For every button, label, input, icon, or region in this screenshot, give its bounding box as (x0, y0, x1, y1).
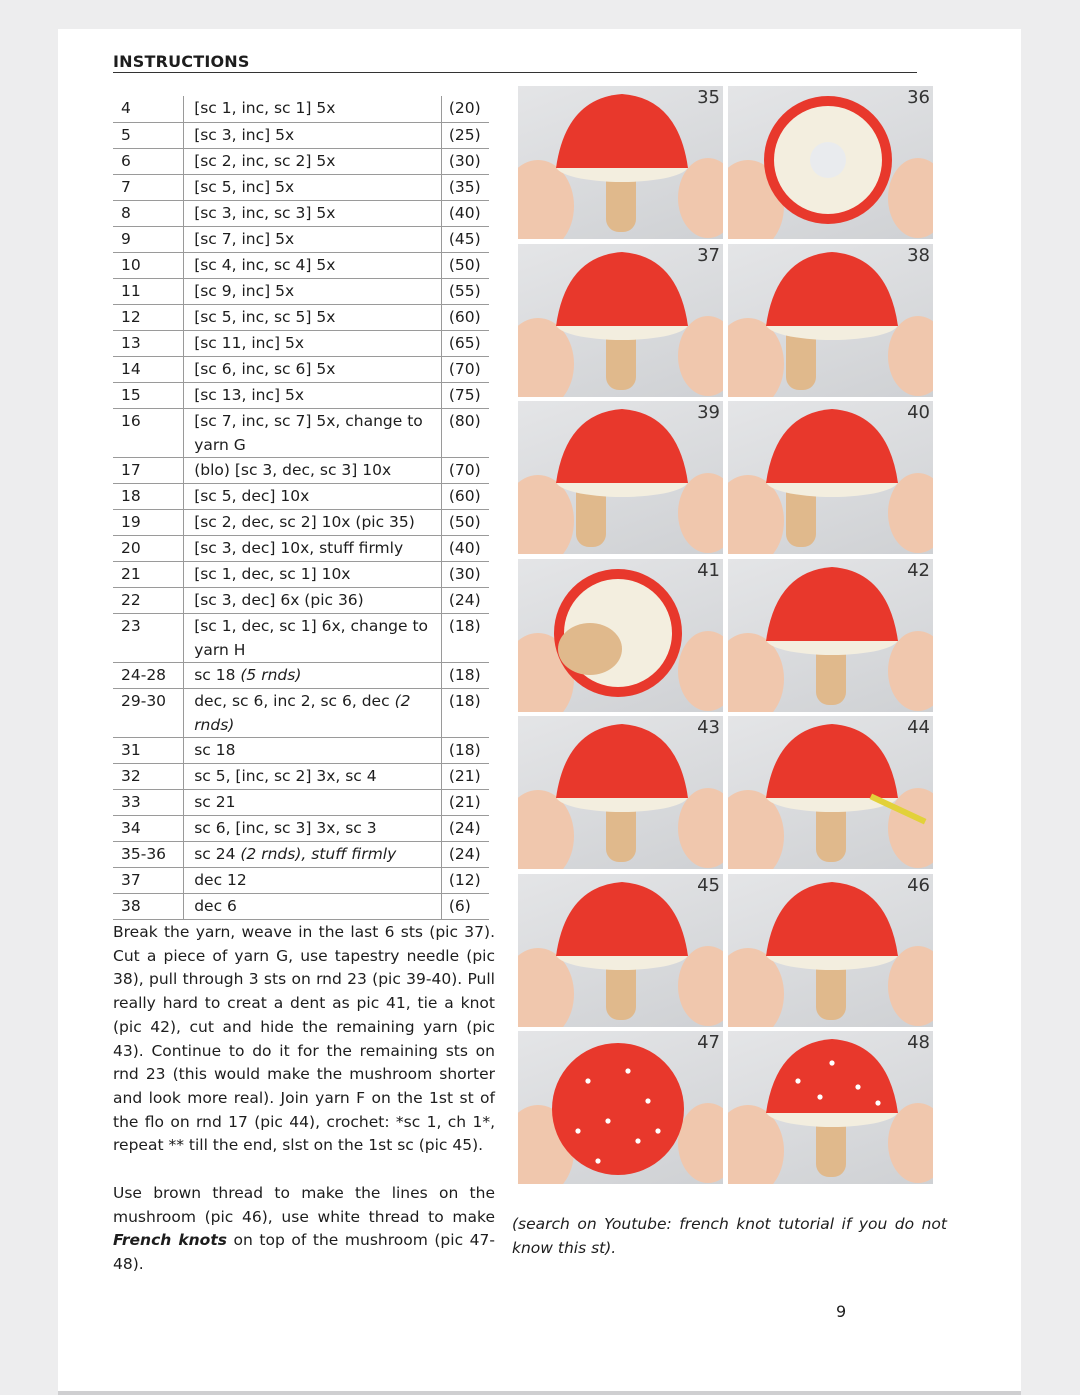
stitch-count: (24) (441, 587, 489, 613)
mushroom-illustration (518, 874, 723, 1027)
table-row (113, 330, 489, 356)
round-instruction (184, 535, 442, 561)
photo-number: 47 (697, 1032, 720, 1053)
instruction-note: (5 rnds) (240, 665, 302, 684)
table-row (113, 96, 489, 122)
round-number: 13 (113, 330, 184, 356)
stitch-count: (50) (441, 252, 489, 278)
mushroom-illustration (518, 1031, 723, 1184)
table-row (113, 789, 489, 815)
stitch-count: (75) (441, 382, 489, 408)
table-row (113, 278, 489, 304)
round-number: 38 (113, 893, 184, 919)
instruction-text: [sc 3, inc] 5x (194, 125, 295, 144)
step-photo-35 (518, 86, 723, 239)
photo-number: 48 (907, 1032, 930, 1053)
stitch-count: (21) (441, 763, 489, 789)
round-number: 34 (113, 815, 184, 841)
step-photo-43 (518, 716, 723, 869)
round-number: 29-30 (113, 688, 184, 737)
instruction-text: [sc 9, inc] 5x (194, 281, 295, 300)
round-number: 23 (113, 613, 184, 662)
step-photo-38 (728, 244, 933, 397)
round-instruction (184, 737, 442, 763)
mushroom-illustration (518, 86, 723, 239)
round-instruction (184, 278, 442, 304)
instruction-text: [sc 2, inc, sc 2] 5x (194, 151, 336, 170)
round-instruction (184, 867, 442, 893)
photo-number: 40 (907, 402, 930, 423)
stitch-count: (18) (441, 737, 489, 763)
mushroom-illustration (518, 401, 723, 554)
instruction-text: [sc 5, inc] 5x (194, 177, 295, 196)
instructions-paragraph-2 (113, 1182, 495, 1277)
instruction-text: [sc 11, inc] 5x (194, 333, 304, 352)
round-number: 11 (113, 278, 184, 304)
round-instruction (184, 226, 442, 252)
stitch-count: (18) (441, 662, 489, 688)
table-row (113, 408, 489, 457)
stitch-count: (30) (441, 561, 489, 587)
photo-number: 38 (907, 244, 930, 266)
section-heading: INSTRUCTIONS (113, 52, 917, 73)
step-photo-45 (518, 874, 723, 1027)
table-row (113, 200, 489, 226)
instructions-table (113, 96, 489, 920)
table-row (113, 304, 489, 330)
round-number: 18 (113, 483, 184, 509)
round-instruction (184, 841, 442, 867)
table-row (113, 815, 489, 841)
paragraph-2-text: Use brown thread to make the lines on the mushroom (pic 46), use white thread to make (113, 1184, 495, 1226)
round-instruction (184, 509, 442, 535)
table-row (113, 763, 489, 789)
stitch-count: (40) (441, 535, 489, 561)
step-photo-36 (728, 86, 933, 239)
instruction-text: sc 24 (194, 844, 236, 863)
table-row (113, 252, 489, 278)
instruction-text: sc 18 (194, 740, 236, 759)
photo-number: 43 (697, 717, 720, 738)
instruction-text: [sc 7, inc, sc 7] 5x, change to yarn G (194, 411, 423, 454)
page-number: 9 (836, 1302, 847, 1321)
round-instruction (184, 483, 442, 509)
stitch-count: (20) (441, 96, 489, 122)
stitch-count: (60) (441, 483, 489, 509)
instruction-text: sc 6, [inc, sc 3] 3x, sc 3 (194, 818, 377, 837)
mushroom-illustration (728, 1031, 933, 1184)
mushroom-illustration (728, 716, 933, 869)
stitch-count: (45) (441, 226, 489, 252)
photo-number: 36 (907, 87, 930, 108)
round-number: 15 (113, 382, 184, 408)
instruction-text: sc 18 (194, 665, 236, 684)
photo-grid (518, 86, 934, 1186)
round-number: 9 (113, 226, 184, 252)
round-number: 5 (113, 122, 184, 148)
instruction-text: [sc 5, dec] 10x (194, 486, 310, 505)
instruction-text: dec, sc 6, inc 2, sc 6, dec (194, 691, 390, 710)
round-instruction (184, 356, 442, 382)
photo-number: 37 (697, 244, 720, 266)
mushroom-illustration (518, 716, 723, 869)
round-number: 17 (113, 457, 184, 483)
step-photo-37 (518, 244, 723, 397)
instruction-text: [sc 1, dec, sc 1] 10x (194, 564, 351, 583)
round-instruction (184, 122, 442, 148)
paragraph-2-text-end: on top of the mushroom (pic 47-48). (113, 1231, 495, 1274)
mushroom-illustration (518, 559, 723, 712)
round-number: 22 (113, 587, 184, 613)
stitch-count: (50) (441, 509, 489, 535)
round-number: 32 (113, 763, 184, 789)
stitch-count: (70) (441, 356, 489, 382)
table-row (113, 382, 489, 408)
page-edge-shadow (58, 1391, 1021, 1395)
table-row (113, 535, 489, 561)
table-row (113, 587, 489, 613)
photo-number: 39 (697, 402, 720, 423)
table-row (113, 356, 489, 382)
instruction-text: (blo) [sc 3, dec, sc 3] 10x (194, 460, 392, 479)
instruction-text: sc 21 (194, 792, 236, 811)
table-row (113, 688, 489, 737)
round-instruction (184, 96, 442, 122)
round-instruction (184, 457, 442, 483)
table-row (113, 122, 489, 148)
table-row (113, 148, 489, 174)
photo-number: 42 (907, 559, 930, 581)
round-instruction (184, 148, 442, 174)
mushroom-illustration (518, 244, 723, 397)
step-photo-40 (728, 401, 933, 554)
mushroom-illustration (728, 559, 933, 712)
round-instruction (184, 330, 442, 356)
instruction-text: [sc 1, inc, sc 1] 5x (194, 99, 336, 117)
instruction-text: [sc 3, inc, sc 3] 5x (194, 203, 336, 222)
table-row (113, 841, 489, 867)
instruction-text: [sc 7, inc] 5x (194, 229, 295, 248)
round-instruction (184, 252, 442, 278)
stitch-count: (12) (441, 867, 489, 893)
mushroom-illustration (728, 86, 933, 239)
round-number: 31 (113, 737, 184, 763)
instruction-text: [sc 2, dec, sc 2] 10x (pic 35) (194, 512, 415, 531)
round-instruction (184, 174, 442, 200)
stitch-count: (40) (441, 200, 489, 226)
round-number: 12 (113, 304, 184, 330)
round-number: 8 (113, 200, 184, 226)
round-instruction (184, 662, 442, 688)
round-instruction (184, 382, 442, 408)
photo-number: 41 (697, 559, 720, 581)
table-row (113, 737, 489, 763)
mushroom-illustration (728, 401, 933, 554)
stitch-count: (18) (441, 613, 489, 662)
table-row (113, 174, 489, 200)
step-photo-42 (728, 559, 933, 712)
photo-number: 45 (697, 874, 720, 896)
round-instruction (184, 763, 442, 789)
mushroom-illustration (728, 244, 933, 397)
stitch-count: (70) (441, 457, 489, 483)
instructions-paragraph-1: Break the yarn, weave in the last 6 sts (pic 37). Cut a piece of yarn G, use tapestry needle (pic 38), pull through 3 sts on rnd 23 (pic 39-40). Pull really hard to creat a dent as pic 41, tie a knot (pic 42), cut and hide the remaining yarn (pic 43). Continue to do it for the remaining sts on rnd 23 (this would make the mushroom shorter and look more real). Join yarn F on the 1st st of the flo on rnd 17 (pic 44), crochet: *sc 1, ch 1*, repeat ** till the end, slst on the 1st sc (pic 45). (113, 923, 495, 1155)
round-number: 4 (113, 96, 184, 122)
instruction-text: [sc 4, inc, sc 4] 5x (194, 255, 336, 274)
instruction-text: [sc 3, dec] 6x (pic 36) (194, 590, 364, 609)
french-knots-emphasis: French knots (113, 1231, 227, 1250)
instruction-note: (2 rnds), stuff firmly (240, 844, 397, 863)
stitch-count: (24) (441, 815, 489, 841)
table-row (113, 893, 489, 919)
stitch-count: (65) (441, 330, 489, 356)
instruction-text: [sc 3, dec] 10x, stuff firmly (194, 538, 404, 557)
round-number: 33 (113, 789, 184, 815)
instruction-text: dec 12 (194, 870, 247, 889)
stitch-count: (21) (441, 789, 489, 815)
round-number: 6 (113, 148, 184, 174)
instruction-text: [sc 5, inc, sc 5] 5x (194, 307, 336, 326)
step-photo-48 (728, 1031, 933, 1184)
step-photo-41 (518, 559, 723, 712)
instruction-text: sc 5, [inc, sc 2] 3x, sc 4 (194, 766, 377, 785)
instruction-note: (2 rnds) (194, 691, 411, 734)
stitch-count: (25) (441, 122, 489, 148)
table-row (113, 457, 489, 483)
round-instruction (184, 893, 442, 919)
round-instruction (184, 304, 442, 330)
step-photo-46 (728, 874, 933, 1027)
table-row (113, 867, 489, 893)
round-number: 10 (113, 252, 184, 278)
stitch-count: (55) (441, 278, 489, 304)
stitch-count: (18) (441, 688, 489, 737)
stitch-count: (6) (441, 893, 489, 919)
table-row (113, 662, 489, 688)
round-instruction (184, 561, 442, 587)
step-photo-39 (518, 401, 723, 554)
instruction-text: [sc 13, inc] 5x (194, 385, 304, 404)
table-row (113, 226, 489, 252)
round-number: 16 (113, 408, 184, 457)
round-instruction (184, 408, 442, 457)
photo-number: 35 (697, 87, 720, 108)
table-row (113, 561, 489, 587)
round-instruction (184, 613, 442, 662)
stitch-count: (30) (441, 148, 489, 174)
round-instruction (184, 200, 442, 226)
round-number: 21 (113, 561, 184, 587)
table-row (113, 483, 489, 509)
round-number: 35-36 (113, 841, 184, 867)
youtube-note: (search on Youtube: french knot tutorial if you do not know this st). (512, 1215, 947, 1257)
instruction-text: [sc 6, inc, sc 6] 5x (194, 359, 336, 378)
photo-number: 46 (907, 874, 930, 896)
instruction-text: dec 6 (194, 896, 237, 915)
table-row (113, 613, 489, 662)
mushroom-illustration (728, 874, 933, 1027)
round-instruction (184, 688, 442, 737)
round-number: 7 (113, 174, 184, 200)
stitch-count: (80) (441, 408, 489, 457)
instruction-text: [sc 1, dec, sc 1] 6x, change to yarn H (194, 616, 429, 659)
stitch-count: (24) (441, 841, 489, 867)
round-instruction (184, 789, 442, 815)
step-photo-44 (728, 716, 933, 869)
round-number: 20 (113, 535, 184, 561)
round-number: 37 (113, 867, 184, 893)
stitch-count: (35) (441, 174, 489, 200)
step-photo-47 (518, 1031, 723, 1184)
round-number: 14 (113, 356, 184, 382)
stitch-count: (60) (441, 304, 489, 330)
round-instruction (184, 815, 442, 841)
round-number: 19 (113, 509, 184, 535)
table-row (113, 509, 489, 535)
photo-number: 44 (907, 717, 930, 738)
round-instruction (184, 587, 442, 613)
round-number: 24-28 (113, 662, 184, 688)
